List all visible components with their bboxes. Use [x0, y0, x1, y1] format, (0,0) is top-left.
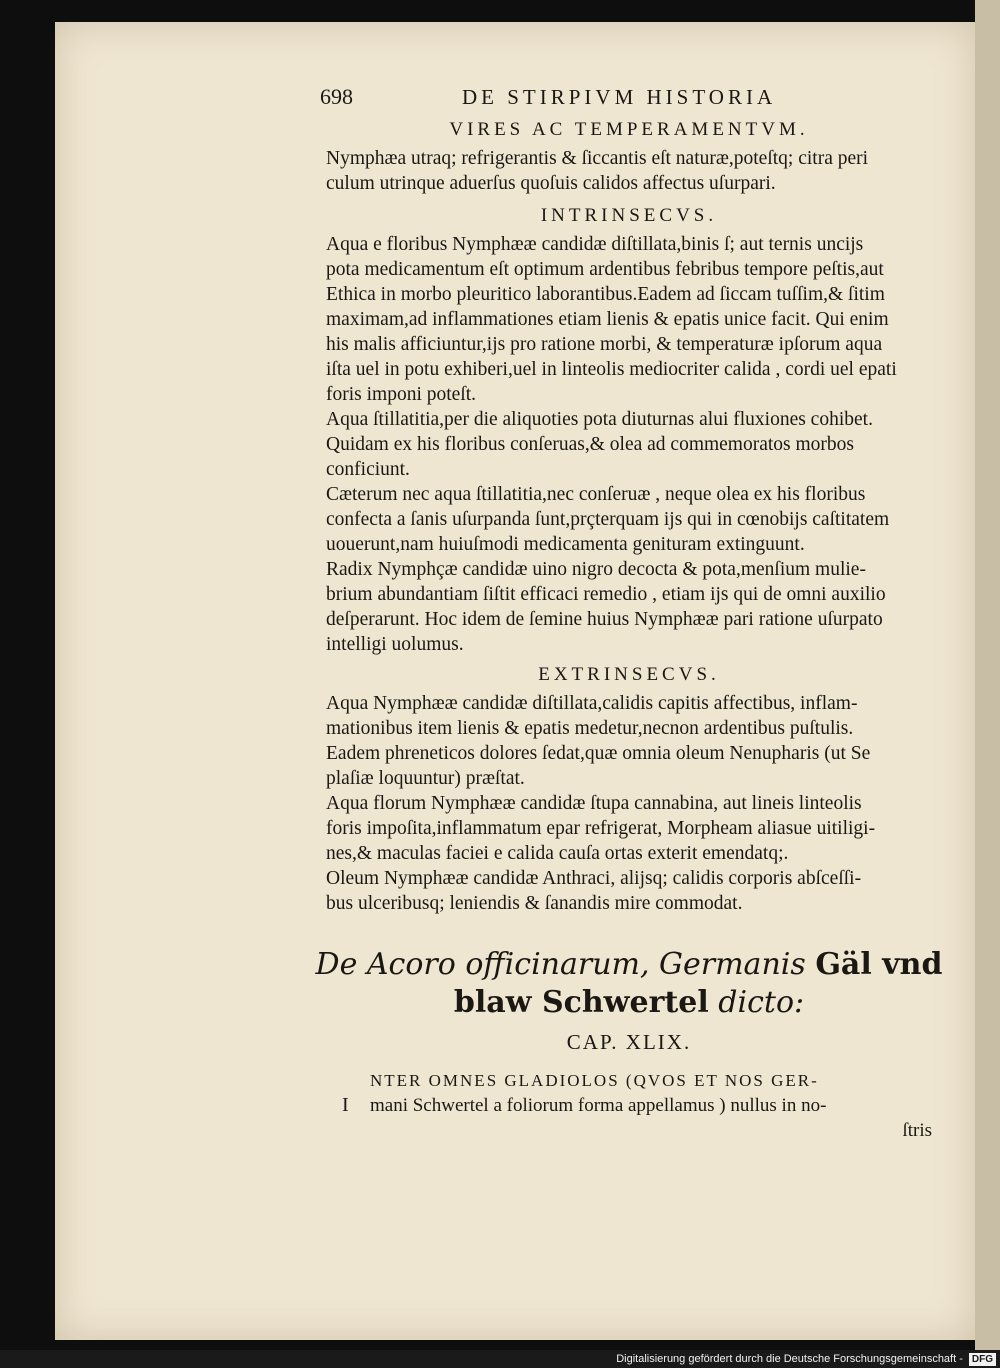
text-line: culum utrinque aduerſus quoſuis calidos affectus uſurpari.: [326, 173, 776, 194]
text-line: mationibus item lienis & epatis medetur,necnon ardentibus puſtulis.: [326, 718, 854, 739]
section-heading-vires: VIRES AC TEMPERAMENTVM.: [449, 119, 809, 140]
paragraph: [298, 432, 960, 482]
paragraph: [298, 557, 960, 657]
text-line: Aqua florum Nymphææ candidæ ſtupa cannabina, aut lineis linteolis: [326, 793, 862, 814]
catchword: ſtris: [902, 1120, 932, 1141]
drop-initial: I: [342, 1094, 349, 1116]
section-extrinsecus: [298, 691, 960, 916]
paragraph: [298, 791, 960, 866]
text-line: his malis afficiuntur,ijs pro ratione morbi, & temperaturæ ipſorum aqua: [326, 334, 883, 355]
text-line: plaſiæ loquuntur) præſtat.: [326, 768, 525, 789]
chapter-title-italic: dicto:: [718, 985, 805, 1020]
page-number: 698: [320, 84, 353, 109]
text-line: NTER OMNES GLADIOLOS (QVOS ET NOS GER-: [370, 1071, 819, 1090]
chapter-title-fraktur: blaw Schwertel: [453, 985, 709, 1020]
text-line: deſperarunt. Hoc idem de ſemine huius Nymphææ pari ratione uſurpato: [326, 609, 883, 630]
text-line: Eadem phreneticos dolores ſedat,quæ omnia oleum Nenupharis (ut Se: [326, 743, 871, 764]
text-line: foris imponi poteſt.: [326, 384, 477, 405]
chapter-title-line: [298, 984, 960, 1022]
text-line: mani Schwertel a foliorum forma appellamus ) nullus in no-: [370, 1095, 827, 1116]
section-intrinsecus: [298, 232, 960, 657]
text-line: Quidam ex his floribus conſeruas,& olea ad commemoratos morbos: [326, 434, 855, 455]
paragraph: [298, 232, 960, 407]
text-line: conficiunt.: [326, 459, 410, 480]
paragraph: [298, 691, 960, 741]
text-line: Aqua ſtillatitia,per die aliquoties pota diuturnas alui fluxiones cohibet.: [326, 409, 873, 430]
page-text: [298, 84, 960, 1143]
running-title: DE STIRPIVM HISTORIA: [462, 85, 777, 109]
paragraph: [298, 866, 960, 916]
text-line: Cæterum nec aqua ſtillatitia,nec conſeruæ , neque olea ex his floribus: [326, 484, 866, 505]
paragraph: [298, 741, 960, 791]
paragraph: [298, 146, 960, 196]
chapter-title-italic: De Acoro officinarum, Germanis: [315, 947, 806, 982]
text-line: iſta uel in potu exhiberi,uel in linteolis mediocriter calida , cordi uel epati: [326, 359, 897, 380]
text-line: nes,& maculas faciei e calida cauſa ortas exterit emendatq;.: [326, 843, 789, 864]
text-line: Aqua Nymphææ candidæ diſtillata,calidis capitis affectibus, inflam-: [326, 693, 858, 714]
text-line: intelligi uolumus.: [326, 634, 464, 655]
text-line: bus ulceribusq; leniendis & ſanandis mire commodat.: [326, 893, 743, 914]
chapter-heading: [298, 946, 960, 1058]
text-line: Aqua e floribus Nymphææ candidæ diſtillata,binis ſ; aut ternis uncijs: [326, 234, 864, 255]
chapter-title-fraktur: Gäl vnd: [815, 947, 943, 982]
chapter-title-line: [298, 946, 960, 984]
section-heading-intrinsecus: INTRINSECVS.: [540, 205, 718, 226]
chapter-body: [298, 1068, 960, 1118]
paragraph: [298, 482, 960, 557]
text-line: confecta a ſanis uſurpanda ſunt,prçterquam ijs qui in cœnobijs caſtitatem: [326, 509, 890, 530]
text-line: pota medicamentum eſt optimum ardentibus febribus tempore peſtis,aut: [326, 259, 884, 280]
text-line: brium abundantiam ſiſtit efficaci remedio , etiam ijs qui de omni auxilio: [326, 584, 886, 605]
text-line: Nymphæa utraq; refrigerantis & ſiccantis eſt naturæ,poteſtq; citra peri: [326, 148, 869, 169]
paragraph: [298, 407, 960, 432]
text-line: maximam,ad inflammationes etiam lienis & epatis unice facit. Qui enim: [326, 309, 889, 330]
chapter-number: CAP. XLIX.: [566, 1030, 692, 1054]
running-head: [298, 84, 960, 114]
text-line: uouerunt,nam huiuſmodi medicamenta genituram extinguunt.: [326, 534, 805, 555]
section-heading-extrinsecus: EXTRINSECVS.: [538, 664, 720, 685]
text-line: Oleum Nymphææ candidæ Anthraci, alijsq; calidis corporis abſceſſi-: [326, 868, 862, 889]
text-line: Radix Nymphçæ candidæ uino nigro decocta & pota,menſium mulie-: [326, 559, 866, 580]
footer-bar: [0, 1350, 1000, 1368]
text-line: foris impoſita,inflammatum epar refrigerat, Morpheam aliasue uitiligi-: [326, 818, 876, 839]
text-line: Ethica in morbo pleuritico laborantibus.Eadem ad ſiccam tuſſim,& ſitim: [326, 284, 885, 305]
footer-text: Digitalisierung gefördert durch die Deutsche Forschungsgemeinschaft -: [616, 1353, 963, 1365]
page-edge: [975, 0, 1000, 1350]
dfg-logo: DFG: [969, 1353, 996, 1366]
